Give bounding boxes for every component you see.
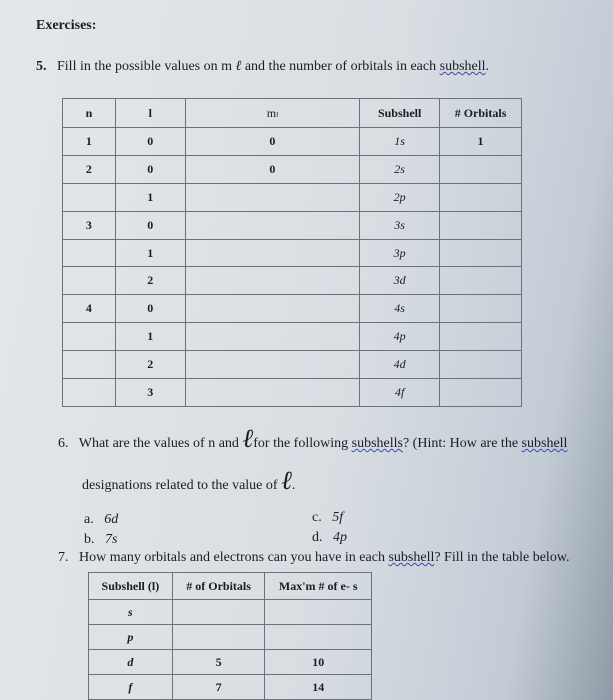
item-label: c. <box>312 510 322 525</box>
header-ml: mₗ <box>185 99 360 128</box>
table-row <box>63 295 522 323</box>
q6-line2: designations related to the value of ℓ. <box>82 466 296 496</box>
table-cell[interactable]: 1 <box>63 128 116 156</box>
table-cell[interactable]: 14 <box>265 675 372 700</box>
q6-text-b: for the following <box>253 436 352 451</box>
table-cell[interactable]: 0 <box>115 211 185 239</box>
q6-item-c <box>312 510 343 526</box>
table-row <box>63 211 522 239</box>
item-label: a. <box>84 512 94 527</box>
header-subshell: Subshell <box>360 99 440 128</box>
table-cell[interactable] <box>440 155 522 183</box>
table-row <box>63 128 522 156</box>
table-row <box>89 675 372 700</box>
header-subshell-l: Subshell (l) <box>89 573 173 600</box>
q6-text-a: What are the values of n and <box>78 436 239 451</box>
item-value: 5f <box>332 510 344 525</box>
table-cell[interactable] <box>185 379 360 407</box>
table-cell[interactable]: d <box>89 650 173 675</box>
item-value: 7s <box>105 532 118 547</box>
table-cell[interactable] <box>172 600 265 625</box>
q5-script-l: ℓ <box>235 59 242 74</box>
table-cell[interactable] <box>265 600 372 625</box>
q6-item-a <box>84 512 118 528</box>
q7-number: 7. <box>58 550 69 565</box>
table-cell[interactable] <box>63 267 116 295</box>
q7-text-a: How many orbitals and electrons can you have in each <box>79 550 389 565</box>
table-cell[interactable]: s <box>89 600 173 625</box>
header-n: n <box>63 99 116 128</box>
question-7 <box>58 550 570 566</box>
table-cell[interactable] <box>440 323 522 351</box>
table-cell[interactable]: 4 <box>63 295 116 323</box>
table-cell[interactable]: 4s <box>360 295 440 323</box>
table-cell[interactable] <box>185 267 360 295</box>
q7-text-b: ? Fill in the table below. <box>434 550 570 565</box>
table-cell[interactable]: 2s <box>360 155 440 183</box>
table-cell[interactable] <box>185 323 360 351</box>
question-5 <box>36 59 489 75</box>
table-row <box>63 379 522 407</box>
question-6 <box>58 424 598 454</box>
q6-number: 6. <box>58 436 69 451</box>
table-row <box>63 183 522 211</box>
q6-item-b <box>84 532 117 548</box>
table-cell[interactable] <box>185 183 360 211</box>
table-row <box>63 267 522 295</box>
electrons-table <box>88 572 372 700</box>
table-cell[interactable] <box>63 183 116 211</box>
table-header-row <box>89 573 372 600</box>
table-cell[interactable] <box>440 351 522 379</box>
table-cell[interactable] <box>440 379 522 407</box>
table-row <box>89 650 372 675</box>
q6-text-c: ? (Hint: How are the <box>402 436 522 451</box>
table-cell[interactable]: 1 <box>440 128 522 156</box>
table-cell[interactable]: 0 <box>185 155 360 183</box>
table-cell[interactable] <box>185 239 360 267</box>
table-cell[interactable]: 10 <box>265 650 372 675</box>
table-cell[interactable]: 1 <box>115 323 185 351</box>
q6-item-d <box>312 530 347 546</box>
table-cell[interactable] <box>440 183 522 211</box>
q5-subshell: subshell <box>439 59 486 74</box>
table-row <box>89 625 372 650</box>
table-cell[interactable]: 1s <box>360 128 440 156</box>
table-cell[interactable] <box>265 625 372 650</box>
q7-subshell: subshell <box>388 550 435 565</box>
table-cell[interactable]: 0 <box>115 295 185 323</box>
item-label: b. <box>84 532 95 547</box>
table-cell[interactable]: 7 <box>172 675 265 700</box>
table-cell[interactable] <box>185 211 360 239</box>
header-max-electrons: Max'm # of e- s <box>265 573 372 600</box>
table-cell[interactable]: 3 <box>115 379 185 407</box>
table-cell[interactable] <box>440 267 522 295</box>
table-row <box>63 351 522 379</box>
table-cell[interactable] <box>440 239 522 267</box>
table-cell[interactable]: 4f <box>360 379 440 407</box>
q5-number: 5. <box>36 59 47 74</box>
table-cell[interactable]: p <box>89 625 173 650</box>
table-cell[interactable]: 1 <box>115 239 185 267</box>
table-cell[interactable]: 1 <box>115 183 185 211</box>
table-cell[interactable]: 3s <box>360 211 440 239</box>
orbitals-table <box>62 98 522 407</box>
item-value: 6d <box>104 512 119 527</box>
q5-end: . <box>485 59 490 74</box>
table-cell[interactable]: f <box>89 675 173 700</box>
q6-subshell: subshell <box>521 436 568 451</box>
table-cell[interactable]: 2 <box>115 267 185 295</box>
table-cell[interactable]: 0 <box>115 128 185 156</box>
table-cell[interactable]: 4p <box>360 323 440 351</box>
table-row <box>89 600 372 625</box>
table-cell[interactable]: 0 <box>185 128 360 156</box>
q5-text-a: Fill in the possible values on m <box>57 59 232 74</box>
header-num-orbitals: # of Orbitals <box>172 573 265 600</box>
table-row <box>63 239 522 267</box>
table-cell[interactable]: 2 <box>115 351 185 379</box>
table-cell[interactable]: 3 <box>63 211 116 239</box>
table-cell[interactable] <box>63 379 116 407</box>
table-cell[interactable] <box>63 239 116 267</box>
header-l: l <box>115 99 185 128</box>
table-header-row <box>63 99 522 128</box>
item-label: d. <box>312 530 323 545</box>
q6-line2-text: designations related to the value of <box>82 478 278 493</box>
item-value: 4p <box>333 530 347 545</box>
q5-text-b: and the number of orbitals in each <box>244 59 440 74</box>
q6-subshells: subshells <box>351 436 403 451</box>
table-cell[interactable]: 3p <box>360 239 440 267</box>
table-cell[interactable]: 2 <box>63 155 116 183</box>
table-cell[interactable] <box>440 295 522 323</box>
table-cell[interactable] <box>185 351 360 379</box>
exercises-heading: Exercises: <box>36 18 97 33</box>
table-cell[interactable] <box>63 323 116 351</box>
table-cell[interactable]: 5 <box>172 650 265 675</box>
table-row <box>63 155 522 183</box>
handwritten-l-2: ℓ <box>281 466 292 496</box>
table-cell[interactable]: 2p <box>360 183 440 211</box>
table-cell[interactable]: 3d <box>360 267 440 295</box>
header-orbitals: # Orbitals <box>440 99 522 128</box>
table-row <box>63 323 522 351</box>
table-cell[interactable] <box>172 625 265 650</box>
table-cell[interactable] <box>185 295 360 323</box>
table-cell[interactable] <box>63 351 116 379</box>
table-cell[interactable]: 0 <box>115 155 185 183</box>
table-cell[interactable]: 4d <box>360 351 440 379</box>
handwritten-l: ℓ <box>242 424 254 454</box>
table-cell[interactable] <box>440 211 522 239</box>
